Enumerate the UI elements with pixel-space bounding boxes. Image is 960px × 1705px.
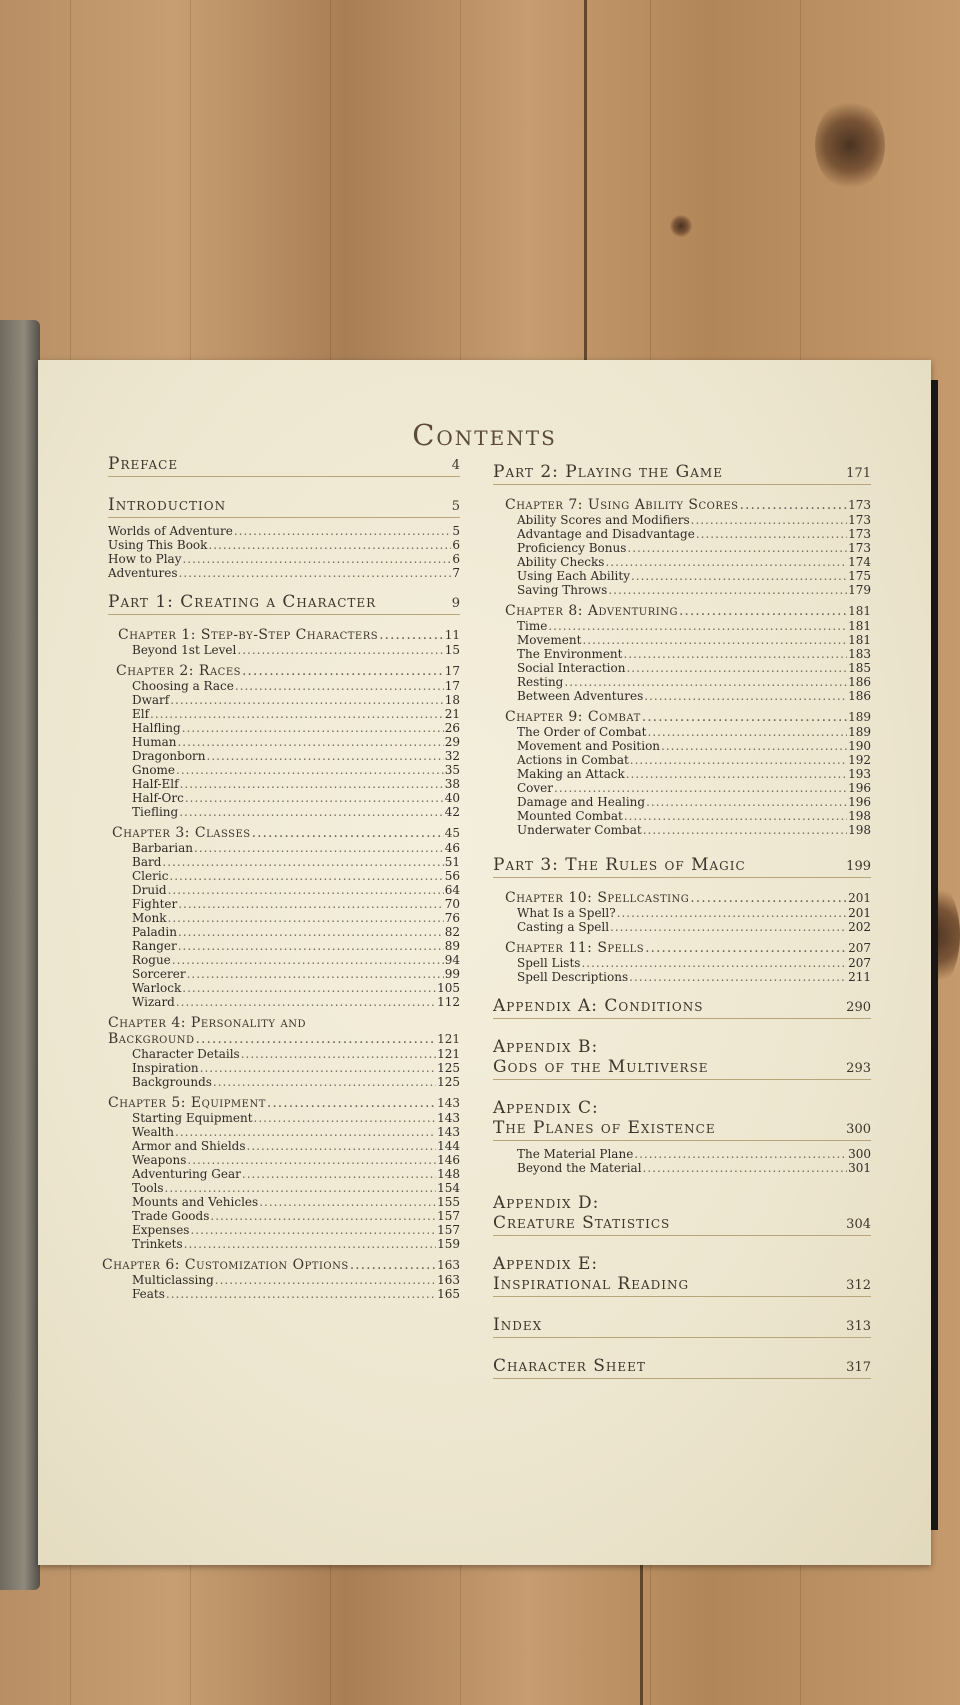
toc-entry: Elf ..... 21 [108,707,460,721]
toc-entry: Cover ..... 196 [493,781,871,795]
page-title: Contents [412,418,557,452]
contents-column-left [102,454,460,1301]
toc-entry: Actions in Combat ..... 192 [493,753,871,767]
toc-entry: Weapons ..... 146 [108,1153,460,1167]
chapter-heading: Chapter 6: Customization Options ..... 163 [102,1257,460,1273]
toc-entry: Proficiency Bonus ..... 173 [493,541,871,555]
toc-entry: Social Interaction ..... 185 [493,661,871,675]
toc-entry: Mounts and Vehicles ..... 155 [108,1195,460,1209]
toc-entry: Spell Lists ..... 207 [493,956,871,970]
toc-entry: Casting a Spell ..... 202 [493,920,871,934]
character-sheet-heading: Character Sheet 317 [493,1356,871,1379]
toc-entry: Warlock ..... 105 [108,981,460,995]
toc-entry: Armor and Shields ..... 144 [108,1139,460,1153]
toc-entry: Wealth ..... 143 [108,1125,460,1139]
chapter-heading: Chapter 10: Spellcasting ..... 201 [493,890,871,906]
chapter-heading: Chapter 11: Spells ..... 207 [493,940,871,956]
toc-entry: Fighter ..... 70 [108,897,460,911]
book-cover-edge [0,320,40,1590]
contents-column-right [493,462,871,1379]
contents-page [38,360,931,1565]
chapter-heading: Chapter 4: Personality and [108,1015,306,1031]
toc-entry: What Is a Spell? ..... 201 [493,906,871,920]
toc-entry: Feats ..... 165 [108,1287,460,1301]
toc-entry: Dwarf ..... 18 [108,693,460,707]
wood-knot [815,100,885,190]
toc-entry: Tools ..... 154 [108,1181,460,1195]
part-heading: Part 1: Creating a Character 9 [108,592,460,615]
toc-entry: Choosing a Race ..... 17 [108,679,460,693]
toc-entry: The Material Plane ..... 300 [493,1147,871,1161]
part-heading: Part 2: Playing the Game 171 [493,462,871,485]
toc-entry: Ability Scores and Modifiers ..... 173 [493,513,871,527]
toc-entry: Saving Throws ..... 179 [493,583,871,597]
toc-entry: Bard ..... 51 [108,855,460,869]
toc-entry: Using Each Ability ..... 175 [493,569,871,583]
toc-entry: Half-Orc ..... 40 [108,791,460,805]
appendix-heading: Appendix A: Conditions 290 [493,996,871,1019]
part-heading: Introduction 5 [108,495,460,518]
toc-entry: Halfling ..... 26 [108,721,460,735]
toc-entry: Beyond the Material ..... 301 [493,1161,871,1175]
toc-entry: Expenses ..... 157 [108,1223,460,1237]
toc-entry: Adventuring Gear ..... 148 [108,1167,460,1181]
toc-entry: Between Adventures ..... 186 [493,689,871,703]
toc-entry: Movement and Position ..... 190 [493,739,871,753]
toc-entry: Beyond 1st Level ..... 15 [108,643,460,657]
toc-entry: Cleric ..... 56 [108,869,460,883]
toc-entry: Inspiration ..... 125 [108,1061,460,1075]
toc-entry: Dragonborn ..... 32 [108,749,460,763]
toc-entry: Mounted Combat ..... 198 [493,809,871,823]
toc-entry: Worlds of Adventure ..... 5 [108,524,460,538]
toc-entry: Starting Equipment ..... 143 [108,1111,460,1125]
toc-entry: Paladin ..... 82 [108,925,460,939]
toc-entry: Monk ..... 76 [108,911,460,925]
toc-entry: Character Details ..... 121 [108,1047,460,1061]
chapter-heading: Background ..... 121 [108,1031,460,1047]
toc-entry: Druid ..... 64 [108,883,460,897]
toc-entry: Human ..... 29 [108,735,460,749]
toc-entry: Wizard ..... 112 [108,995,460,1009]
toc-entry: Time ..... 181 [493,619,871,633]
toc-entry: Spell Descriptions ..... 211 [493,970,871,984]
toc-entry: Half-Elf ..... 38 [108,777,460,791]
toc-entry: Gnome ..... 35 [108,763,460,777]
wood-knot [670,215,692,237]
appendix-heading: Appendix D: Creature Statistics 304 [493,1193,871,1236]
toc-entry: Trade Goods ..... 157 [108,1209,460,1223]
toc-entry: Rogue ..... 94 [108,953,460,967]
toc-entry: How to Play ..... 6 [108,552,460,566]
chapter-heading: Chapter 5: Equipment ..... 143 [108,1095,460,1111]
toc-entry: Sorcerer ..... 99 [108,967,460,981]
chapter-heading: Chapter 3: Classes ..... 45 [108,825,460,841]
toc-entry: The Order of Combat ..... 189 [493,725,871,739]
toc-entry: Backgrounds ..... 125 [108,1075,460,1089]
toc-entry: Damage and Healing ..... 196 [493,795,871,809]
part-heading: Preface 4 [108,454,460,477]
toc-entry: Movement ..... 181 [493,633,871,647]
chapter-heading: Chapter 9: Combat ..... 189 [493,709,871,725]
plank-seam [584,0,587,360]
toc-entry: The Environment ..... 183 [493,647,871,661]
appendix-heading: Appendix E: Inspirational Reading 312 [493,1254,871,1297]
toc-entry: Resting ..... 186 [493,675,871,689]
appendix-heading: Appendix B: Gods of the Multiverse 293 [493,1037,871,1080]
toc-entry: Using This Book ..... 6 [108,538,460,552]
chapter-heading: Chapter 7: Using Ability Scores ..... 173 [493,497,871,513]
toc-entry: Multiclassing ..... 163 [108,1273,460,1287]
toc-entry: Advantage and Disadvantage ..... 173 [493,527,871,541]
toc-entry: Adventures ..... 7 [108,566,460,580]
appendix-heading: Appendix C: The Planes of Existence 300 [493,1098,871,1141]
chapter-heading: Chapter 2: Races ..... 17 [108,663,460,679]
toc-entry: Tiefling ..... 42 [108,805,460,819]
index-heading: Index 313 [493,1315,871,1338]
part-heading: Part 3: The Rules of Magic 199 [493,855,871,878]
plank-seam [640,1560,643,1705]
toc-entry: Making an Attack ..... 193 [493,767,871,781]
chapter-heading: Chapter 1: Step-by-Step Characters ..... 11 [108,627,460,643]
chapter-heading: Chapter 8: Adventuring ..... 181 [493,603,871,619]
toc-entry: Barbarian ..... 46 [108,841,460,855]
toc-entry: Trinkets ..... 159 [108,1237,460,1251]
toc-entry: Underwater Combat ..... 198 [493,823,871,837]
toc-entry: Ability Checks ..... 174 [493,555,871,569]
toc-entry: Ranger ..... 89 [108,939,460,953]
